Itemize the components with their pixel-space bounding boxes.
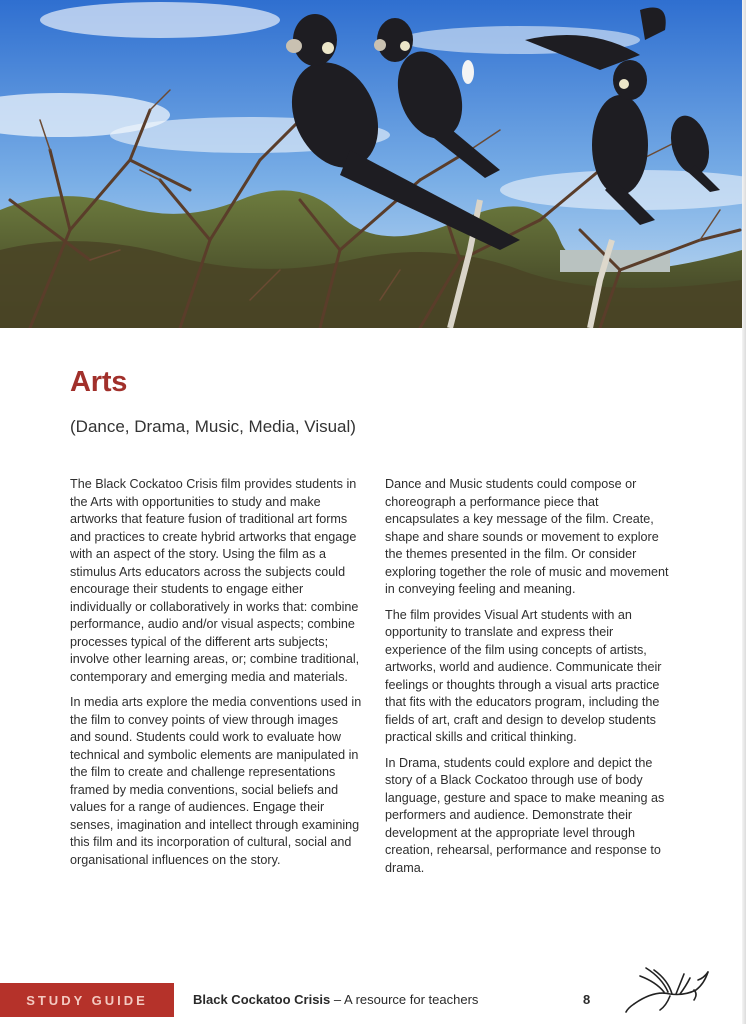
paragraph: The film provides Visual Art students with an opportunity to translate and express their experience of the film using concepts of artists, artworks, world and audience. Communicate their feelings or thoughts through a visual arts practice that fits with the educators program, including the fields of art, craft and design to develop students practical skills and critical thinking. bbox=[385, 607, 662, 744]
page-subtitle: (Dance, Drama, Music, Media, Visual) bbox=[70, 417, 356, 436]
page-number: 8 bbox=[583, 992, 591, 1007]
paragraph: In Drama, students could explore and depict the story of a Black Cockatoo through use of body language, gesture and space to make meaning as performers and audience. Demonstrate their development at the appropriate level through creation, rehearsal, performance and response to drama. bbox=[385, 755, 665, 875]
page-edge bbox=[742, 0, 746, 1024]
paragraph: The Black Cockatoo Crisis film provides students in the Arts with opportunities to study and make artworks that feature fusion of traditional art forms and practices to create hybrid artworks that engage with an aspect of the story. Using the film as a stimulus Arts educators across the subjects could encourage their students to engage either individually or collaboratively in works that: combine performance, audio and/or visual aspects; combine processes typical of the different arts subjects; involve other learning areas, or; combine traditional, contemporary and emerging media and materials. bbox=[70, 477, 360, 684]
footer-title-strong: Black Cockatoo Crisis bbox=[193, 992, 331, 1007]
black-cockatoos-photo bbox=[0, 0, 742, 328]
paragraph: Dance and Music students could compose or choreograph a performance piece that encapsulates a key message of the film. Create, shape and share sounds or movement to explore the themes presented in the film. Or consider exploring together the role of music and movement in conveying feeling and meaning. bbox=[385, 477, 669, 596]
page-title: Arts bbox=[70, 366, 128, 398]
footer-title-rest: – A resource for teachers bbox=[330, 992, 479, 1007]
left-column bbox=[70, 476, 362, 877]
study-guide-badge: STUDY GUIDE bbox=[0, 983, 174, 1017]
cockatoo-logo-icon bbox=[624, 960, 712, 1016]
paragraph: In media arts explore the media conventions used in the film to convey points of view through images and sound. Students could work to evaluate how technical and symbolic elements are manipulated in the film to create and challenge representations framed by media conventions, social beliefs and values for a range of audiences. Engage their senses, imagination and intellect through examining this film and its incorporation of cultural, social and organisational influences on the story. bbox=[70, 695, 362, 867]
right-column bbox=[385, 476, 669, 885]
footer-title bbox=[193, 992, 478, 1007]
hero-photo bbox=[0, 0, 742, 328]
